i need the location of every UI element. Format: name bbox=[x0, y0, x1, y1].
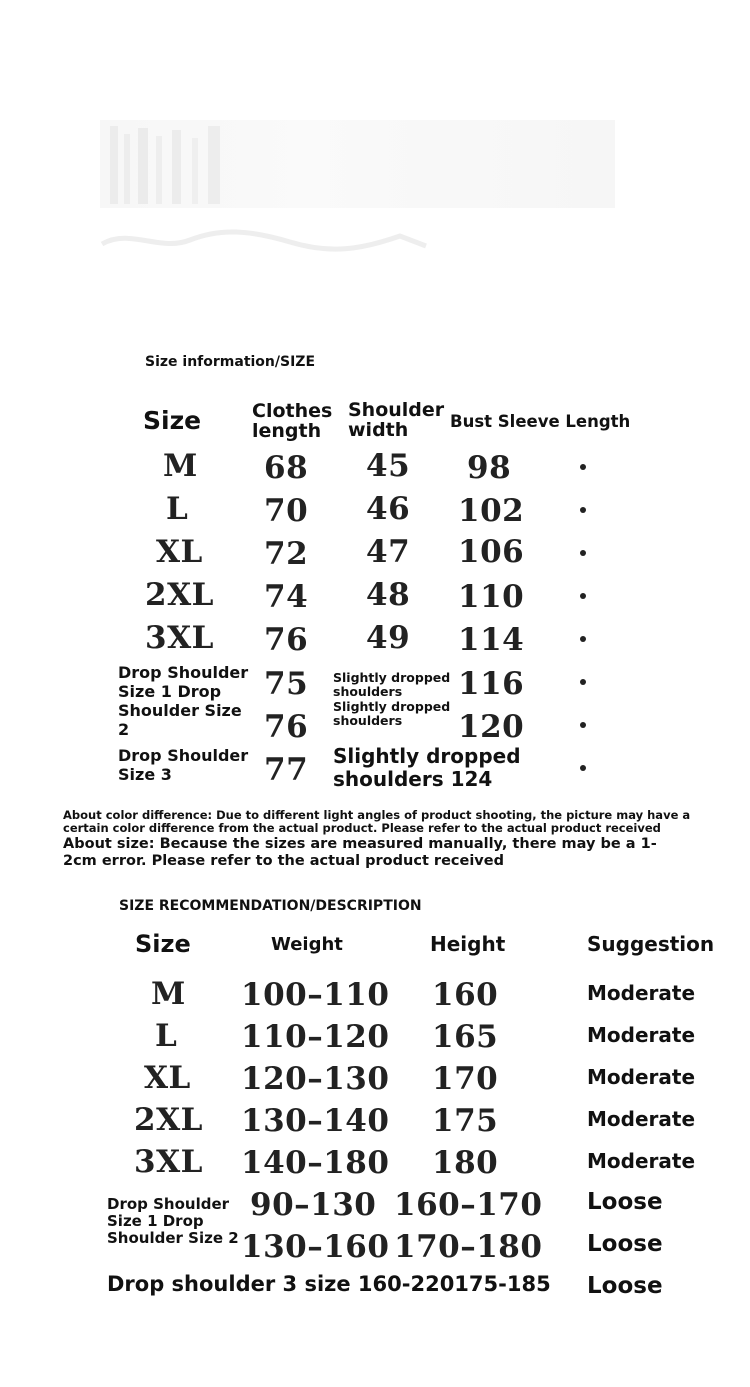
rec-suggestion-cell: Moderate bbox=[587, 1065, 696, 1089]
rec-weight-cell: 140–180 bbox=[241, 1145, 390, 1181]
bust-cell: 98 bbox=[467, 450, 512, 486]
shoulder-cell: 45 bbox=[366, 448, 411, 484]
length-cell: 72 bbox=[264, 536, 309, 572]
length-cell: 76 bbox=[264, 709, 309, 745]
shoulder-cell: Slightly dropped shoulders bbox=[333, 670, 451, 699]
rec-height-cell: 160–170 bbox=[394, 1187, 543, 1223]
rec-size-cell: XL bbox=[144, 1060, 191, 1096]
shoulder-cell: 46 bbox=[366, 491, 411, 527]
rec-suggestion-cell: Moderate bbox=[587, 1107, 696, 1131]
size-info-title: Size information/SIZE bbox=[145, 354, 316, 370]
rec-size-cell: L bbox=[155, 1018, 178, 1054]
size-cell: Drop Shoulder Size 3 bbox=[118, 746, 249, 784]
rec-suggestion-cell: Moderate bbox=[587, 1149, 696, 1173]
sleeve-dot-icon bbox=[580, 636, 586, 642]
recommendation-title: SIZE RECOMMENDATION/DESCRIPTION bbox=[119, 898, 422, 914]
rec-weight-cell: 110–120 bbox=[241, 1019, 390, 1055]
drop-shoulder-1-2-label: Drop Shoulder Size 1 Drop Shoulder Size 2 bbox=[118, 663, 249, 739]
rec-height-cell: 170 bbox=[432, 1061, 499, 1097]
rec-suggestion-cell: Loose bbox=[587, 1273, 663, 1299]
rec-size-cell: 3XL bbox=[134, 1144, 203, 1180]
bust-cell: 102 bbox=[458, 493, 525, 529]
rec-suggestion-cell: Loose bbox=[587, 1189, 663, 1215]
shoulder-cell: 48 bbox=[366, 577, 411, 613]
rec-weight-cell: 130–160 bbox=[241, 1229, 390, 1265]
rec-weight-cell: 130–140 bbox=[241, 1103, 390, 1139]
length-cell: 76 bbox=[264, 622, 309, 658]
length-cell: 70 bbox=[264, 493, 309, 529]
sleeve-dot-icon bbox=[580, 679, 586, 685]
rec-size-cell: 2XL bbox=[134, 1102, 203, 1138]
size-measurement-note: About size: Because the sizes are measured manually, there may be a 1-2cm error. Please refer to the actual product received bbox=[63, 836, 657, 869]
size-cell: XL bbox=[156, 534, 203, 570]
rec-header-size: Size bbox=[135, 930, 191, 958]
header-size: Size bbox=[143, 406, 202, 435]
bust-cell: 114 bbox=[458, 622, 525, 658]
size-cell: 2XL bbox=[145, 577, 214, 613]
bust-cell: 120 bbox=[458, 709, 525, 745]
size-cell: L bbox=[166, 491, 189, 527]
header-bust-sleeve: Bust Sleeve Length bbox=[450, 412, 631, 431]
sleeve-dot-icon bbox=[580, 765, 586, 771]
rec-suggestion-cell: Loose bbox=[587, 1231, 663, 1257]
header-shoulder-width: Shoulder width bbox=[348, 399, 445, 441]
watermark-logo bbox=[108, 126, 228, 204]
shoulder-cell: 47 bbox=[366, 534, 411, 570]
sleeve-dot-icon bbox=[580, 550, 586, 556]
rec-weight-cell: 120–130 bbox=[241, 1061, 390, 1097]
rec-height-cell: 160 bbox=[432, 977, 499, 1013]
rec-height-cell: 170–180 bbox=[394, 1229, 543, 1265]
bust-cell: 116 bbox=[458, 666, 525, 702]
rec-weight-cell: 90–130 bbox=[250, 1187, 377, 1223]
rec-height-cell: 180 bbox=[432, 1145, 499, 1181]
length-cell: 77 bbox=[264, 752, 309, 788]
length-cell: 75 bbox=[264, 666, 309, 702]
length-cell: 74 bbox=[264, 579, 309, 615]
shoulder-cell: Slightly dropped shoulders 124 bbox=[333, 744, 521, 791]
length-cell: 68 bbox=[264, 450, 309, 486]
rec-drop-shoulder-1-2-label: Drop Shoulder Size 1 Drop Shoulder Size 2 bbox=[107, 1195, 239, 1247]
sleeve-dot-icon bbox=[580, 593, 586, 599]
rec-suggestion-cell: Moderate bbox=[587, 1023, 696, 1047]
bust-cell: 106 bbox=[458, 534, 525, 570]
shoulder-cell: 49 bbox=[366, 620, 411, 656]
rec-drop-shoulder-3-row: Drop shoulder 3 size 160-220175-185 bbox=[107, 1272, 551, 1296]
size-cell: M bbox=[163, 448, 198, 484]
rec-header-height: Height bbox=[430, 932, 506, 956]
bust-cell: 110 bbox=[458, 579, 525, 615]
rec-height-cell: 165 bbox=[432, 1019, 499, 1055]
sleeve-dot-icon bbox=[580, 464, 586, 470]
rec-suggestion-cell: Moderate bbox=[587, 981, 696, 1005]
rec-weight-cell: 100–110 bbox=[241, 977, 390, 1013]
sleeve-dot-icon bbox=[580, 507, 586, 513]
sleeve-dot-icon bbox=[580, 722, 586, 728]
rec-height-cell: 175 bbox=[432, 1103, 499, 1139]
color-difference-note: About color difference: Due to different light angles of product shooting, the picture may have a certain color difference from the actual product. Please refer to the actual product received bbox=[63, 808, 691, 835]
header-clothes-length: Clothes length bbox=[252, 400, 333, 442]
shoulder-cell: Slightly dropped shoulders bbox=[333, 699, 451, 728]
size-cell: 3XL bbox=[145, 620, 214, 656]
rec-size-cell: M bbox=[151, 976, 186, 1012]
watermark-signature bbox=[100, 222, 430, 254]
rec-header-suggestion: Suggestion bbox=[587, 932, 715, 956]
rec-header-weight: Weight bbox=[271, 934, 343, 955]
